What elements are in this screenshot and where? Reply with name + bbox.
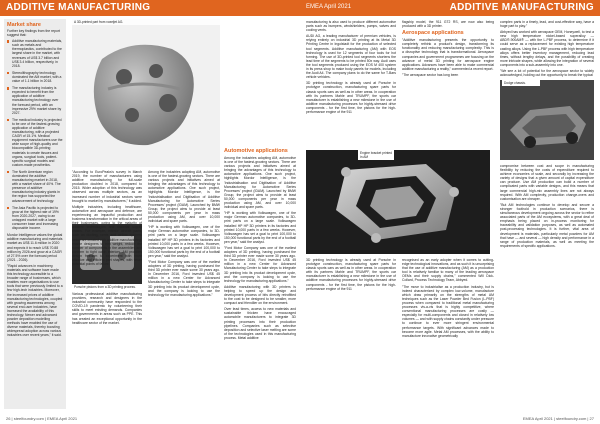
automotive-column-left [148,170,220,408]
article-paragraph: "According to EuroPeaks's survey in March 2019, the number of manufacturers using additive manufacturing for full-scale production doubled in 2018, compared to 2015. Wider adoption of this technology was observed across multiple sectors, as an increased number of industrial sectors were brought to market by manufacturers," it added. [72,170,142,203]
article-paragraph: Abbyed has worked with aerospace OEM, Honeywell, to test a new high temperature nickel-based superalloy — ABD®-900AM® — with the L-PBF process, to determine if it could serve as a replacement for existing high temperature casting alloys. Using the L-PBF process with high temperature alloys offers better inventory management, reducing lead times, without lengthy delays, and the possibility of creating more intricate shapes, while allowing the integration of several components into a sub-assembly into one. [500,30,594,67]
article-column-lower-1 [306,258,396,408]
sidebar-paragraph: "Rapid advances in machinery, materials and software have made this technology accessible to a broader range of businesses, which enables more organisations to use tools that were previously limited to a few high-tech industries. Moreover, the increased prices of additive manufacturing technologies, coupled with growing awareness among several end-user industries, have increased the availability of this technology. Newer and advanced powder deposition modelling methods have enabled the use of diverse materials, thereby boosting widespread adoption across various industries over recent years," it said. [7,263,63,338]
article-paragraph: "HP is working with Volkswagen, one of the major German automotive companies, to 3D-print parts on a large scale. Volkswagen installed HP HP 3D printers in its factories and printed 10,000 parts in a few weeks. However, Volkswagen has set a goal to print 100,000 to 150,000 functional parts by the end of a football pen year," said the analyst. [148,225,220,258]
edition-label: EMEA April 2021 [306,4,352,10]
page-footer: 26 | steelfoundry.com | EMEA April 2021 [6,416,78,421]
article-paragraph: "We see a lot of potential for the aerospace sector to widely acknowledged, holding out the opportunity to break the typical [500,69,594,78]
section-title: ADDITIVE MANUFACTURING [6,2,151,13]
photo-caption-chassis: Dodge chassis. [502,80,540,86]
market-share-sidebar [4,19,66,409]
article-column-1 [306,20,396,148]
printed-part-photo [72,19,220,167]
sidebar-bullet: The Asia Pacific is projected to grow at the highest rate of 19% from 2020-2027, owing to an untapped market with a large consumer base and increasing disposable income. [4,206,66,234]
article-paragraph: "Ford Motor Company was one of the earliest adopters of 3D printing, having purchased the third 3D printer ever made some 30 years ago. In December 2016, Ford invested US$ 45 million in a new Center for Advanced Manufacturing Center to take steps to integrate 3D printing into its product development cycle, and the company is looking to use the technology for manufacturing applications." [224,245,296,283]
article-paragraph: Among the industries adopting AM, automotive is one of the fastest-growing sectors. There are various projects and initiatives aimed at bringing the advantages of this technology to automotive applications. One such project, highlights Mordor Intelligence, is the 'Industrialisation and Digitisation of Additive Manufacturing for Automotive Series Processes' project (IDAM). Launched by BMW Group, the project aims to provide at least 50,000 components per year in mass production using AM, and over 10,000 individual and spare parts. [148,170,220,224]
header-band [0,0,300,16]
article-column-3 [500,20,594,76]
page-footer: EMEA April 2021 | steelfoundry.com | 27 [522,416,594,421]
photo-caption-bracket: Engine bracket printed in AM [358,150,394,160]
article-column-lower-2 [402,258,494,408]
aerospace-column [402,20,494,148]
sidebar-heading: Market share [7,22,41,28]
article-paragraph: AUDI AG, a leading manufacturer of premium vehicles, is relying entirely on industrial 3D printing at its Metal 3D Printing Centre in Ingolstadt for the production of selected tool segments. Additive manufacturing (AM) with EOS technology is used for 12 segments of four tools for hot forming. The use of 3D-printed tool segments shortens the lead time of the segments to be printed 50x way. Audi uses the tool segments produced using the EOS M 400 system in its press shop to make body panels for models, including the Audi A4. The company plans to do the same for T-Bars vehicle vehicles. [306,34,396,80]
article-paragraph: Various professional additive manufacturing providers, research and designers in the industrial community have responded to the COVID-19 pandemic by volunteering their skills to meet existing demands. Companies and governments in areas such as PPE. This has created an exceptional opportunity in the healthcare sector of the market. [72,292,142,325]
sidebar-intro: Further key findings from the report suggest that: [7,29,60,38]
photo-caption: A 3D-printed part from voxeljet AG. [72,19,220,25]
sidebar-bullet: Additive manufacturing materials, such as metals and thermoplastics, contributed to the largest share in the market, with revenues of US$ 3.7 billion and US$ 3.4 billion, respectively, in 2018. [4,39,66,71]
engine-bracket-photo [306,150,490,254]
article-paragraph: "But AM technologies continue to develop and secure a stronger foothold in production scenarios, there is simultaneous development ongoing across the sector to refine associated parts of the AM ecosystems, with a great deal of emphasis being placed on in-process monitoring for traceability and validation purposes, as well as automated post-processing technologies. It is further, vital area of development is materials, particularly metal powders for AM that have — and several — high density and performance in a range of production materials, as well as meeting the requirements of specific applications. [500,202,594,248]
header-band [300,0,600,16]
sidebar-bullet: The North American region dominated the additive manufacturing market in 2018, with a market share of 40%. The presence of additive manufacturing industry giants in the region has supported the advancement of technology. [4,170,66,206]
photo-caption-pistons: Porsche pistons from a 3D printing process. [72,284,142,290]
sidebar-bullet: The manufacturing industry is expected to benefit from the application of additive manufacturing technology over the forecast period, with an impressive 29% market share by 2027. [4,86,66,118]
sidebar-bullet: The medical industry is projected to be one of the fastest-growing application of additive manufacturing, with a projected CAGR of 15.1%. Medical equipment manufacturers use the wide scope of high-quality and biocompatible 3D-printing materials to create tissues and organs, surgical tools, patient-specific surgical models and custom-made prosthetics. [4,118,66,170]
article-column-lower-3 [500,164,594,408]
engine-bracket-illustration [306,150,490,254]
article-paragraph: "The move to industrialise as a production industry, but is indeed characterized by complex low-volume, manufacture which draw primarily on the strengths of metal AM techniques such as the Laser Powder Bed Fusion (L-PBF) process when compared to traditional metal manufacturing processes vis-a-vis that is highly competitive, where conventional manufacturing processes are costly — especially for multi-components and closed in relatively low volumes — and with supply chains constantly under pressure to continue to ever more stringent environmental performance targets. With significant advances made to become more agile. Metal AM processes, with the ability to manufacture innovative geometrically [402,284,494,338]
automotive-heading: Automotive applications [224,148,288,154]
aerospace-heading: Aerospace applications [402,30,464,37]
section-title: ADDITIVE MANUFACTURING [449,2,594,13]
article-paragraph: manufacturing is also used to produce different automotive parts such as bumpers, windshielders, pumps, valves and cooling vents. [306,20,396,33]
article-paragraph: Additive manufacturing with 3D printers is helping to speed up the design and development process of bits directly retrofitted to the cost to be designed to be smaller, more compact and friendlier on the environment. [224,284,296,306]
article-paragraph: "Additive manufacturing presents the opportunity to completely rethink a product's design, transforming its functionality and reducing manufacturing complexity. This is a disruptive technology that is transformational. Aerospace companies and government programmes are focusing on the advance of metal 3D printing for aerospace engine applications. Advances have been able to make commercial additive manufacturing a reality," commented a recent report. [402,38,494,71]
article-paragraph: "The aerospace sector has long been [402,72,459,77]
article-paragraph: 3D printing technology is already used at Porsche in prototype construction, manufacturing spare parts for classic sports cars as well as in other areas. In cooperation with its partners Mahle and TRUMPF, the sports car manufacturer is establishing a new milestone in the use of additive manufacturing processes for highly-stressed drive components - for the first time, the pistons for the high-performance engine of the 911 [306,81,396,114]
article-column-bottom [72,292,142,407]
chassis-photo [500,80,594,160]
automotive-column [224,146,296,408]
article-paragraph: Among the industries adopting AM, automotive is one of the fastest-growing sectors. There are various projects and initiatives aimed at bringing the advantages of this technology to automotive applications. One such project, highlights Mordor Intelligence, is the 'Industrialisation and Digitisation of Additive Manufacturing for Automotive Series Processes' project (IDAM). Launched by BMW Group, the project aims to provide at least 50,000 components per year in mass production using AM, and over 10,000 individual and spare parts. [224,156,296,210]
sidebar-paragraph: Mordor Intelligence values the global additive manufacturing and materials market as US$ 11.6 million in 2020 and expects it to reach US$ 70.88 million by 2026 and grow at a CAGR of 27.5% over the forecast period (2021 - 2026). [7,233,63,262]
sidebar-bullet: Stereolithography technology dominated the AM market, with a value of 1.1 billion in 2018. [4,71,66,86]
article-paragraph: "Ford Motor Company was one of the earliest adopters of 3D printing, having purchased the third 3D printer ever made some 30 years ago. In December 2016, Ford invested US$ 45 million in a new Center for Advanced Manufacturing Center to take steps to integrate 3D printing into its product development cycle, and the company is looking to use the technology for manufacturing applications." [148,259,220,297]
article-column-top [72,170,142,267]
article-paragraph: "HP is working with Volkswagen, one of the major German automotive companies, to 3D-print parts on a large scale. Volkswagen installed HP HP 3D printers in its factories and printed 10,000 parts in a few weeks. However, Volkswagen has set a goal to print 100,000 to 150,000 functional parts by the end of a football pen year," said the analyst. [224,211,296,244]
right-page [300,0,600,424]
printed-part-illustration [72,19,220,167]
chassis-illustration [500,80,594,160]
article-paragraph: compromise between cost and scope in manufacturing flexibility by reducing the costs of expenditure required to achieve economies of scale, and secondly by increasing the variety of designs that a given amount of capital expenditure can produce. Use AM production can build a number of complicated parts with variable designs, and this means that large commercial high-mix assembly lines are not always required. With AM complexity, production change-overs and customisation are cheaper. [500,164,594,201]
article-paragraph: Multiple industries, including healthcare, automotive and aerospace and defence, are experiencing an impactful production and business transformation in the critical areas of their businesses, owing to the maturity of additive technologies and material supply chains. For example, interior aircraft parts, such as ducting, vents and airflow systems which are created with additive manufacturing, enable designers to trim weight, reduce the number of components in the assemblies and conform to tight cabin interiors. AM provides design freedom to experiment with more effective and efficient part shapes, with fewer potential points of failure. [72,204,142,267]
article-paragraph: 3D printing technology is already used at Porsche in prototype construction, manufacturing spare parts for classic sports cars as well as in other areas. In cooperation with its partners Mahle and TRUMPF, the sports car manufacturer is establishing a new milestone in the use of additive manufacturing processes for highly-stressed drive components - for the first time, the pistons for the high-performance engine of the 911 [306,258,396,291]
article-paragraph: Over lead times, access to new materials and sustainable thicken have encouraged automobile manufacturers to integrate 3D printing processes into their production pipelines. Companies such as selective deposition and selective laser melting are some of the technologies used in this manufacturing process. Metal additive [224,307,296,340]
article-paragraph: complex parts in a timely, lead, and cost-effective way, have a huge part to play." [500,20,594,29]
article-paragraph: recognised as an early adopter when it comes to cutting-edge technological innovations, and as such it is unsurprising that the use of additive manufacturing (AM) as a production tool is relatively familiar to many of the leading aerospace OEMs and their supply chains," commented Will Dick-Collard, Process Technology Team, Abbyed. [402,258,494,283]
article-paragraph: flagship model, the 911 GT2 RS, are now also being produced with a 3D printer. [402,20,494,29]
